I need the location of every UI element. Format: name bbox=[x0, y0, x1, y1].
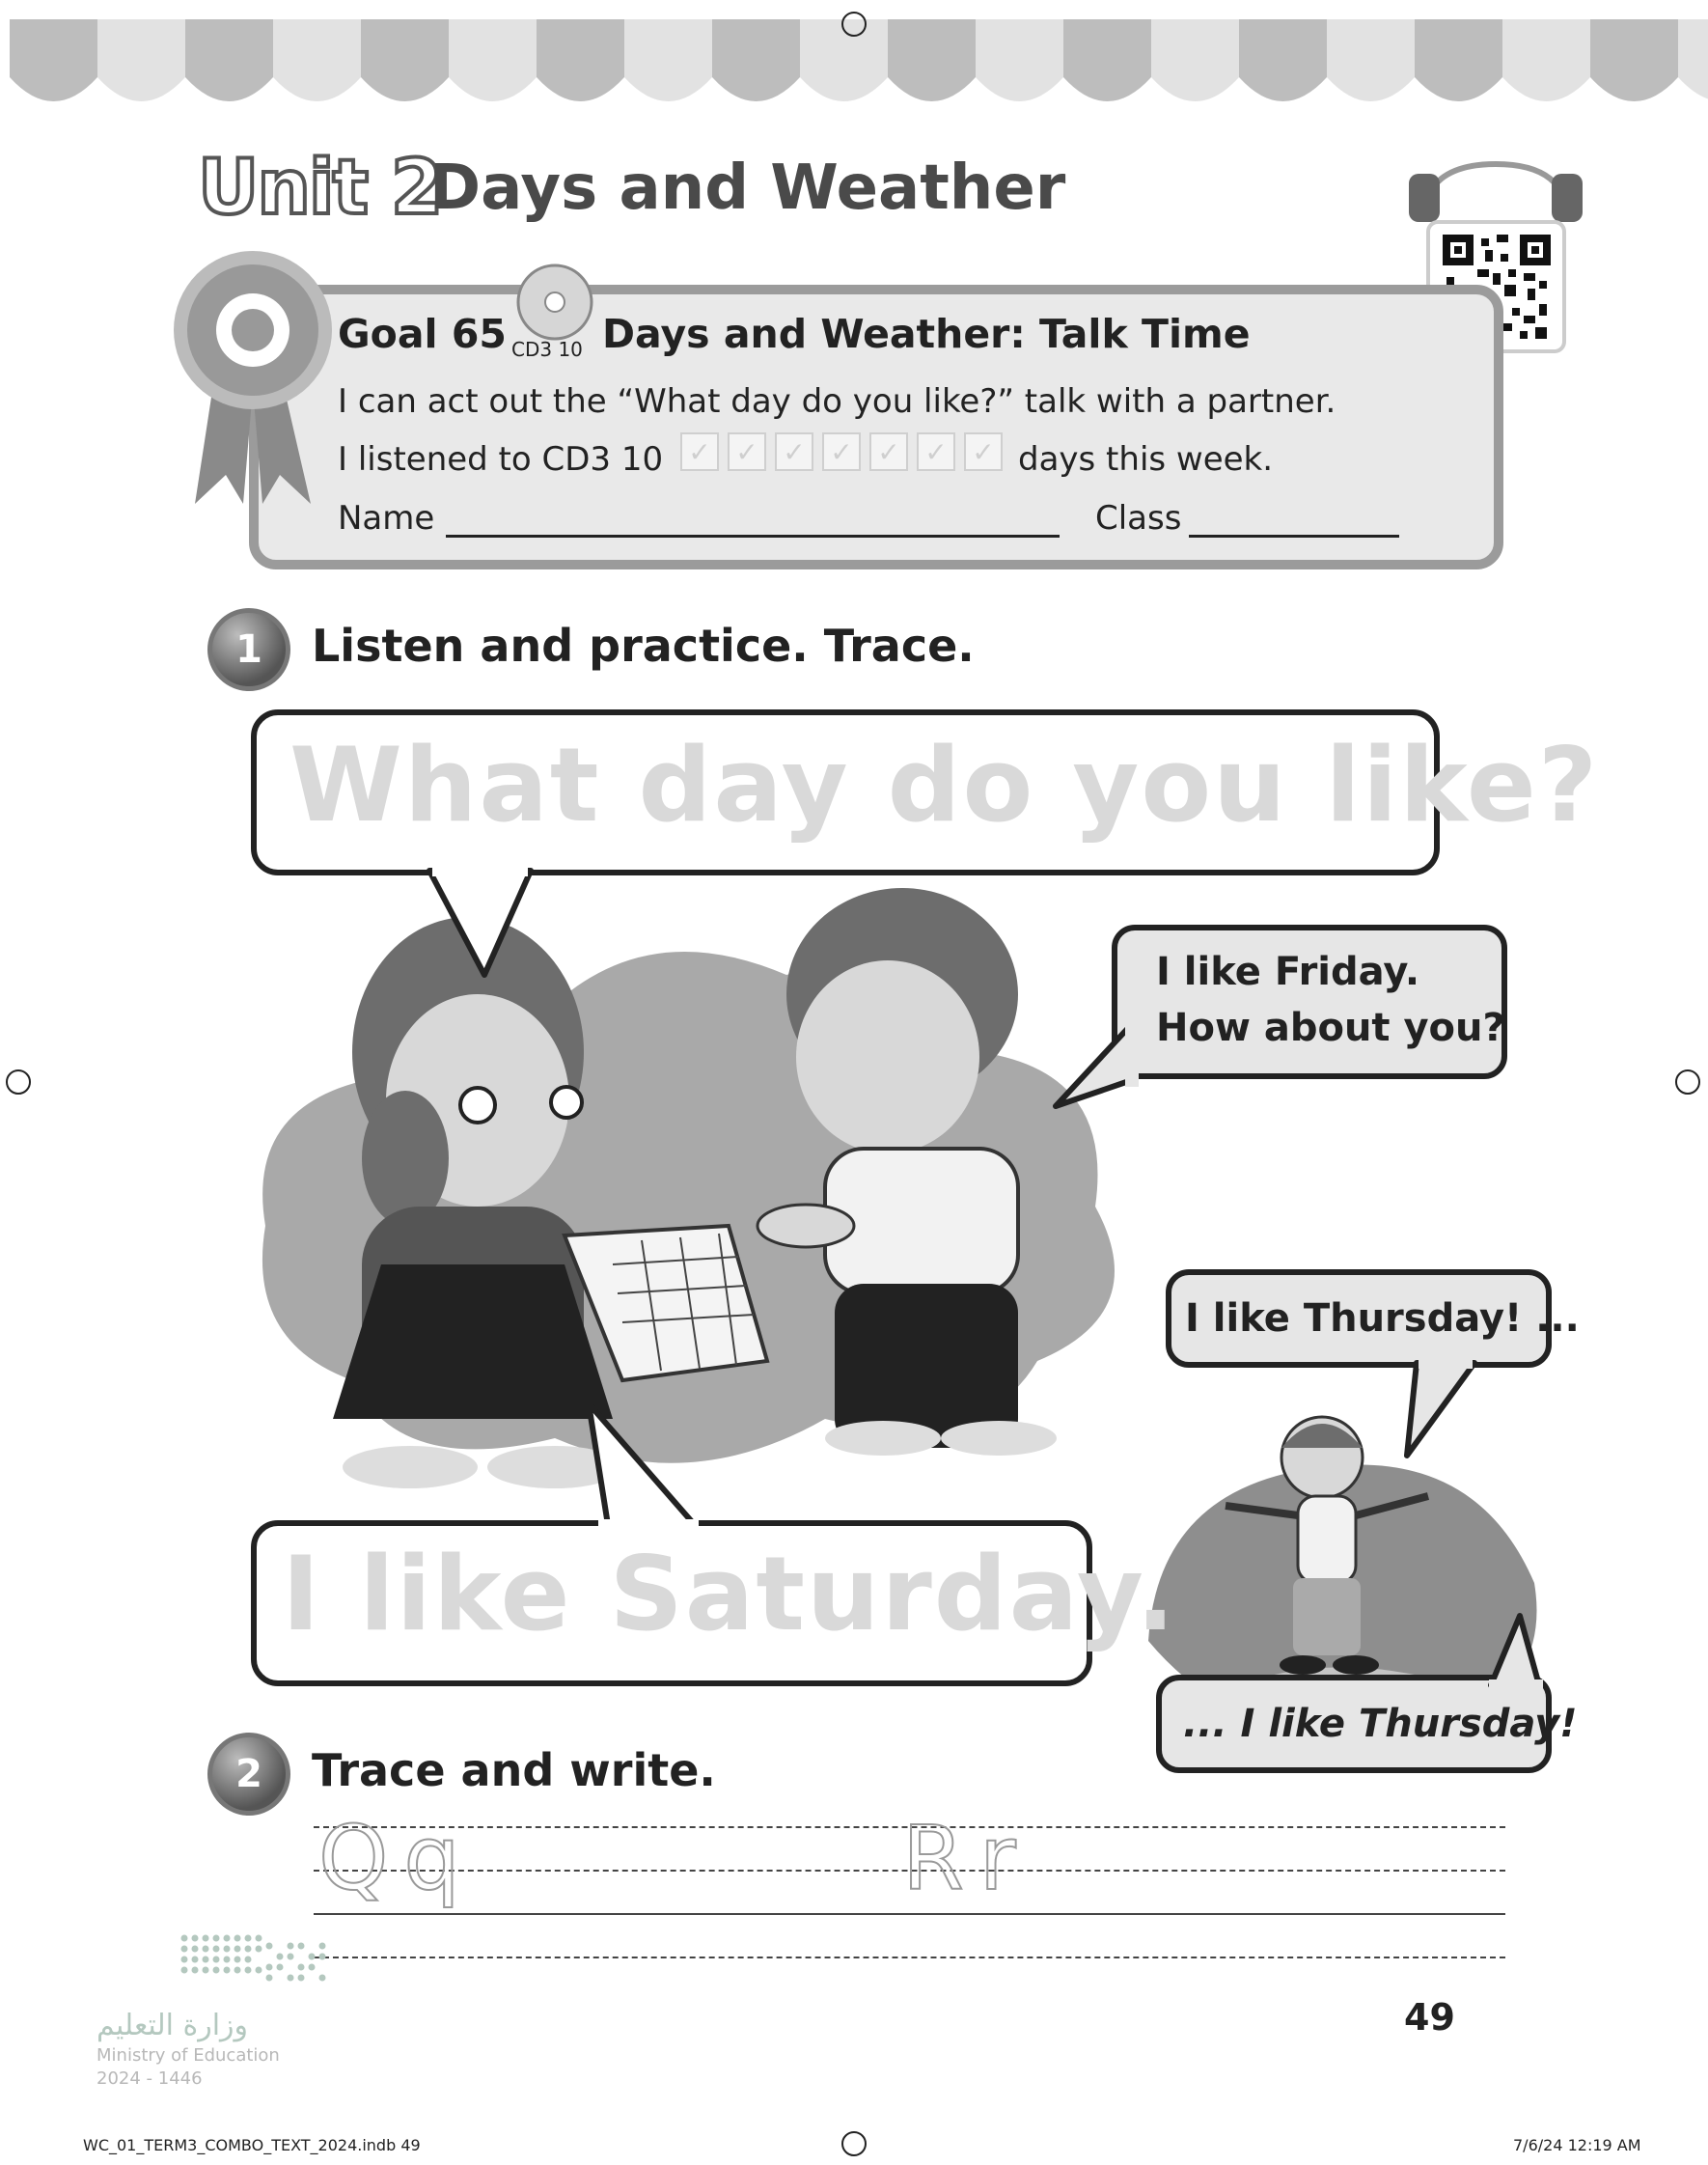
logo-dot bbox=[203, 1946, 209, 1953]
logo-dot bbox=[203, 1935, 209, 1942]
unit-title: Days and Weather bbox=[429, 153, 1066, 224]
awning-scallop bbox=[1239, 19, 1327, 101]
ministry-block bbox=[96, 2008, 280, 2091]
registration-mark-right bbox=[1675, 1069, 1700, 1095]
logo-dot bbox=[319, 1954, 326, 1960]
awning-scallop bbox=[537, 19, 624, 101]
awning-scallop bbox=[1678, 19, 1708, 101]
answer-trace-text[interactable]: I like Saturday. bbox=[282, 1535, 1177, 1653]
rosette-icon bbox=[166, 243, 340, 513]
ministry-english: Ministry of Education bbox=[96, 2045, 280, 2066]
logo-dot bbox=[203, 1967, 209, 1974]
awning-scallop bbox=[185, 19, 273, 101]
logo-dot bbox=[213, 1946, 220, 1953]
logo-dot bbox=[277, 1954, 284, 1960]
answer-bubble-tail bbox=[569, 1400, 704, 1530]
section-number-2: 2 bbox=[207, 1733, 290, 1816]
logo-dot bbox=[319, 1943, 326, 1950]
awning-scallop bbox=[1415, 19, 1502, 101]
logo-dot bbox=[192, 1935, 199, 1942]
ministry-arabic: وزارة التعليم bbox=[96, 2009, 249, 2042]
logo-dot bbox=[256, 1967, 262, 1974]
thursday-bubble-tail bbox=[1397, 1359, 1484, 1465]
friday-line-1: I like Friday. bbox=[1156, 950, 1420, 994]
unit-badge: Unit 2 bbox=[198, 145, 442, 232]
listen-checkboxes bbox=[680, 432, 1003, 471]
awning-scallop bbox=[624, 19, 712, 101]
awning-scallop bbox=[712, 19, 800, 101]
listen-checkbox[interactable]: ✓ bbox=[964, 432, 1003, 471]
logo-dot bbox=[298, 1975, 305, 1982]
logo-dot bbox=[277, 1964, 284, 1971]
awning-scallop bbox=[1151, 19, 1239, 101]
thursday-text: I like Thursday! ... bbox=[1185, 1296, 1580, 1341]
listen-checkbox[interactable]: ✓ bbox=[917, 432, 955, 471]
listen-checkbox[interactable]: ✓ bbox=[822, 432, 861, 471]
goal-subtitle: Days and Weather: Talk Time bbox=[602, 311, 1251, 357]
logo-dot bbox=[224, 1957, 231, 1963]
listen-checkbox[interactable]: ✓ bbox=[728, 432, 766, 471]
logo-dot bbox=[192, 1946, 199, 1953]
registration-mark-top bbox=[841, 12, 867, 37]
section-number-1: 1 bbox=[207, 608, 290, 691]
listen-checkbox[interactable]: ✓ bbox=[680, 432, 719, 471]
listen-checkbox[interactable]: ✓ bbox=[775, 432, 813, 471]
children-talking-illustration bbox=[246, 859, 1211, 1515]
ministry-year: 2024 - 1446 bbox=[96, 2068, 203, 2089]
logo-dot bbox=[298, 1964, 305, 1971]
logo-dot bbox=[245, 1967, 252, 1974]
logo-dot bbox=[181, 1935, 188, 1942]
logo-dot bbox=[298, 1943, 305, 1950]
logo-dot bbox=[234, 1967, 241, 1974]
awning-scallop bbox=[97, 19, 185, 101]
name-field[interactable] bbox=[446, 535, 1060, 538]
logo-dot bbox=[181, 1946, 188, 1953]
logo-dot bbox=[213, 1957, 220, 1963]
trace-letters-rr[interactable]: Rr bbox=[902, 1807, 1032, 1910]
awning-scallop bbox=[888, 19, 976, 101]
section-1-title: Listen and practice. Trace. bbox=[312, 620, 975, 672]
logo-dot bbox=[256, 1935, 262, 1942]
awning-scallop bbox=[361, 19, 449, 101]
logo-dot bbox=[245, 1946, 252, 1953]
logo-dot bbox=[234, 1946, 241, 1953]
listen-checkbox[interactable]: ✓ bbox=[869, 432, 908, 471]
ministry-logo-icon bbox=[179, 1930, 343, 1988]
question-trace-text[interactable]: What day do you like? bbox=[289, 726, 1600, 845]
awning-scallop bbox=[1063, 19, 1151, 101]
logo-dot bbox=[203, 1957, 209, 1963]
logo-dot bbox=[266, 1975, 273, 1982]
logo-dot bbox=[288, 1975, 294, 1982]
logo-dot bbox=[288, 1943, 294, 1950]
logo-dot bbox=[213, 1935, 220, 1942]
trace-line-bottom bbox=[314, 1957, 1505, 1958]
footer-timestamp: 7/6/24 12:19 AM bbox=[1513, 2136, 1641, 2154]
logo-dot bbox=[224, 1935, 231, 1942]
trace-letters-qq[interactable]: Qq bbox=[318, 1807, 476, 1910]
logo-dot bbox=[224, 1967, 231, 1974]
goal-title: Goal 65 bbox=[338, 311, 507, 357]
page-number: 49 bbox=[1404, 1996, 1455, 2039]
goal-statement: I can act out the “What day do you like?” talk with a partner. bbox=[338, 382, 1336, 421]
footer-file-name: WC_01_TERM3_COMBO_TEXT_2024.indb 49 bbox=[83, 2136, 421, 2154]
logo-dot bbox=[192, 1957, 199, 1963]
awning-scallop bbox=[1327, 19, 1415, 101]
registration-mark-bottom bbox=[841, 2131, 867, 2156]
listened-suffix: days this week. bbox=[1018, 440, 1274, 479]
echo-bubble-tail bbox=[1481, 1612, 1549, 1689]
logo-dot bbox=[245, 1957, 252, 1963]
awning-scallop bbox=[273, 19, 361, 101]
logo-dot bbox=[288, 1954, 294, 1960]
awning-scallop bbox=[976, 19, 1063, 101]
awning-scallop bbox=[449, 19, 537, 101]
awning-scallop bbox=[1502, 19, 1590, 101]
logo-dot bbox=[213, 1967, 220, 1974]
cd-track-label: CD3 10 bbox=[511, 338, 583, 361]
class-field[interactable] bbox=[1189, 535, 1399, 538]
echo-text: ... I like Thursday! bbox=[1183, 1702, 1578, 1746]
logo-dot bbox=[234, 1957, 241, 1963]
logo-dot bbox=[266, 1943, 273, 1950]
friday-bubble-tail bbox=[1052, 1023, 1139, 1110]
logo-dot bbox=[319, 1975, 326, 1982]
trace-line-base bbox=[314, 1913, 1505, 1915]
logo-dot bbox=[256, 1946, 262, 1953]
logo-dot bbox=[234, 1935, 241, 1942]
logo-dot bbox=[181, 1957, 188, 1963]
registration-mark-left bbox=[6, 1069, 31, 1095]
logo-dot bbox=[309, 1954, 316, 1960]
class-label: Class bbox=[1095, 499, 1182, 538]
listened-prefix: I listened to CD3 10 bbox=[338, 440, 664, 479]
question-bubble-tail bbox=[425, 867, 540, 983]
cd-icon bbox=[515, 263, 594, 342]
friday-line-2: How about you? bbox=[1156, 1006, 1505, 1050]
logo-dot bbox=[224, 1946, 231, 1953]
name-label: Name bbox=[338, 499, 435, 538]
logo-dot bbox=[181, 1967, 188, 1974]
section-2-title: Trace and write. bbox=[312, 1744, 716, 1796]
awning-scallop bbox=[1590, 19, 1678, 101]
logo-dot bbox=[192, 1967, 199, 1974]
awning-scallop bbox=[10, 19, 97, 101]
logo-dot bbox=[266, 1964, 273, 1971]
logo-dot bbox=[309, 1964, 316, 1971]
logo-dot bbox=[245, 1935, 252, 1942]
